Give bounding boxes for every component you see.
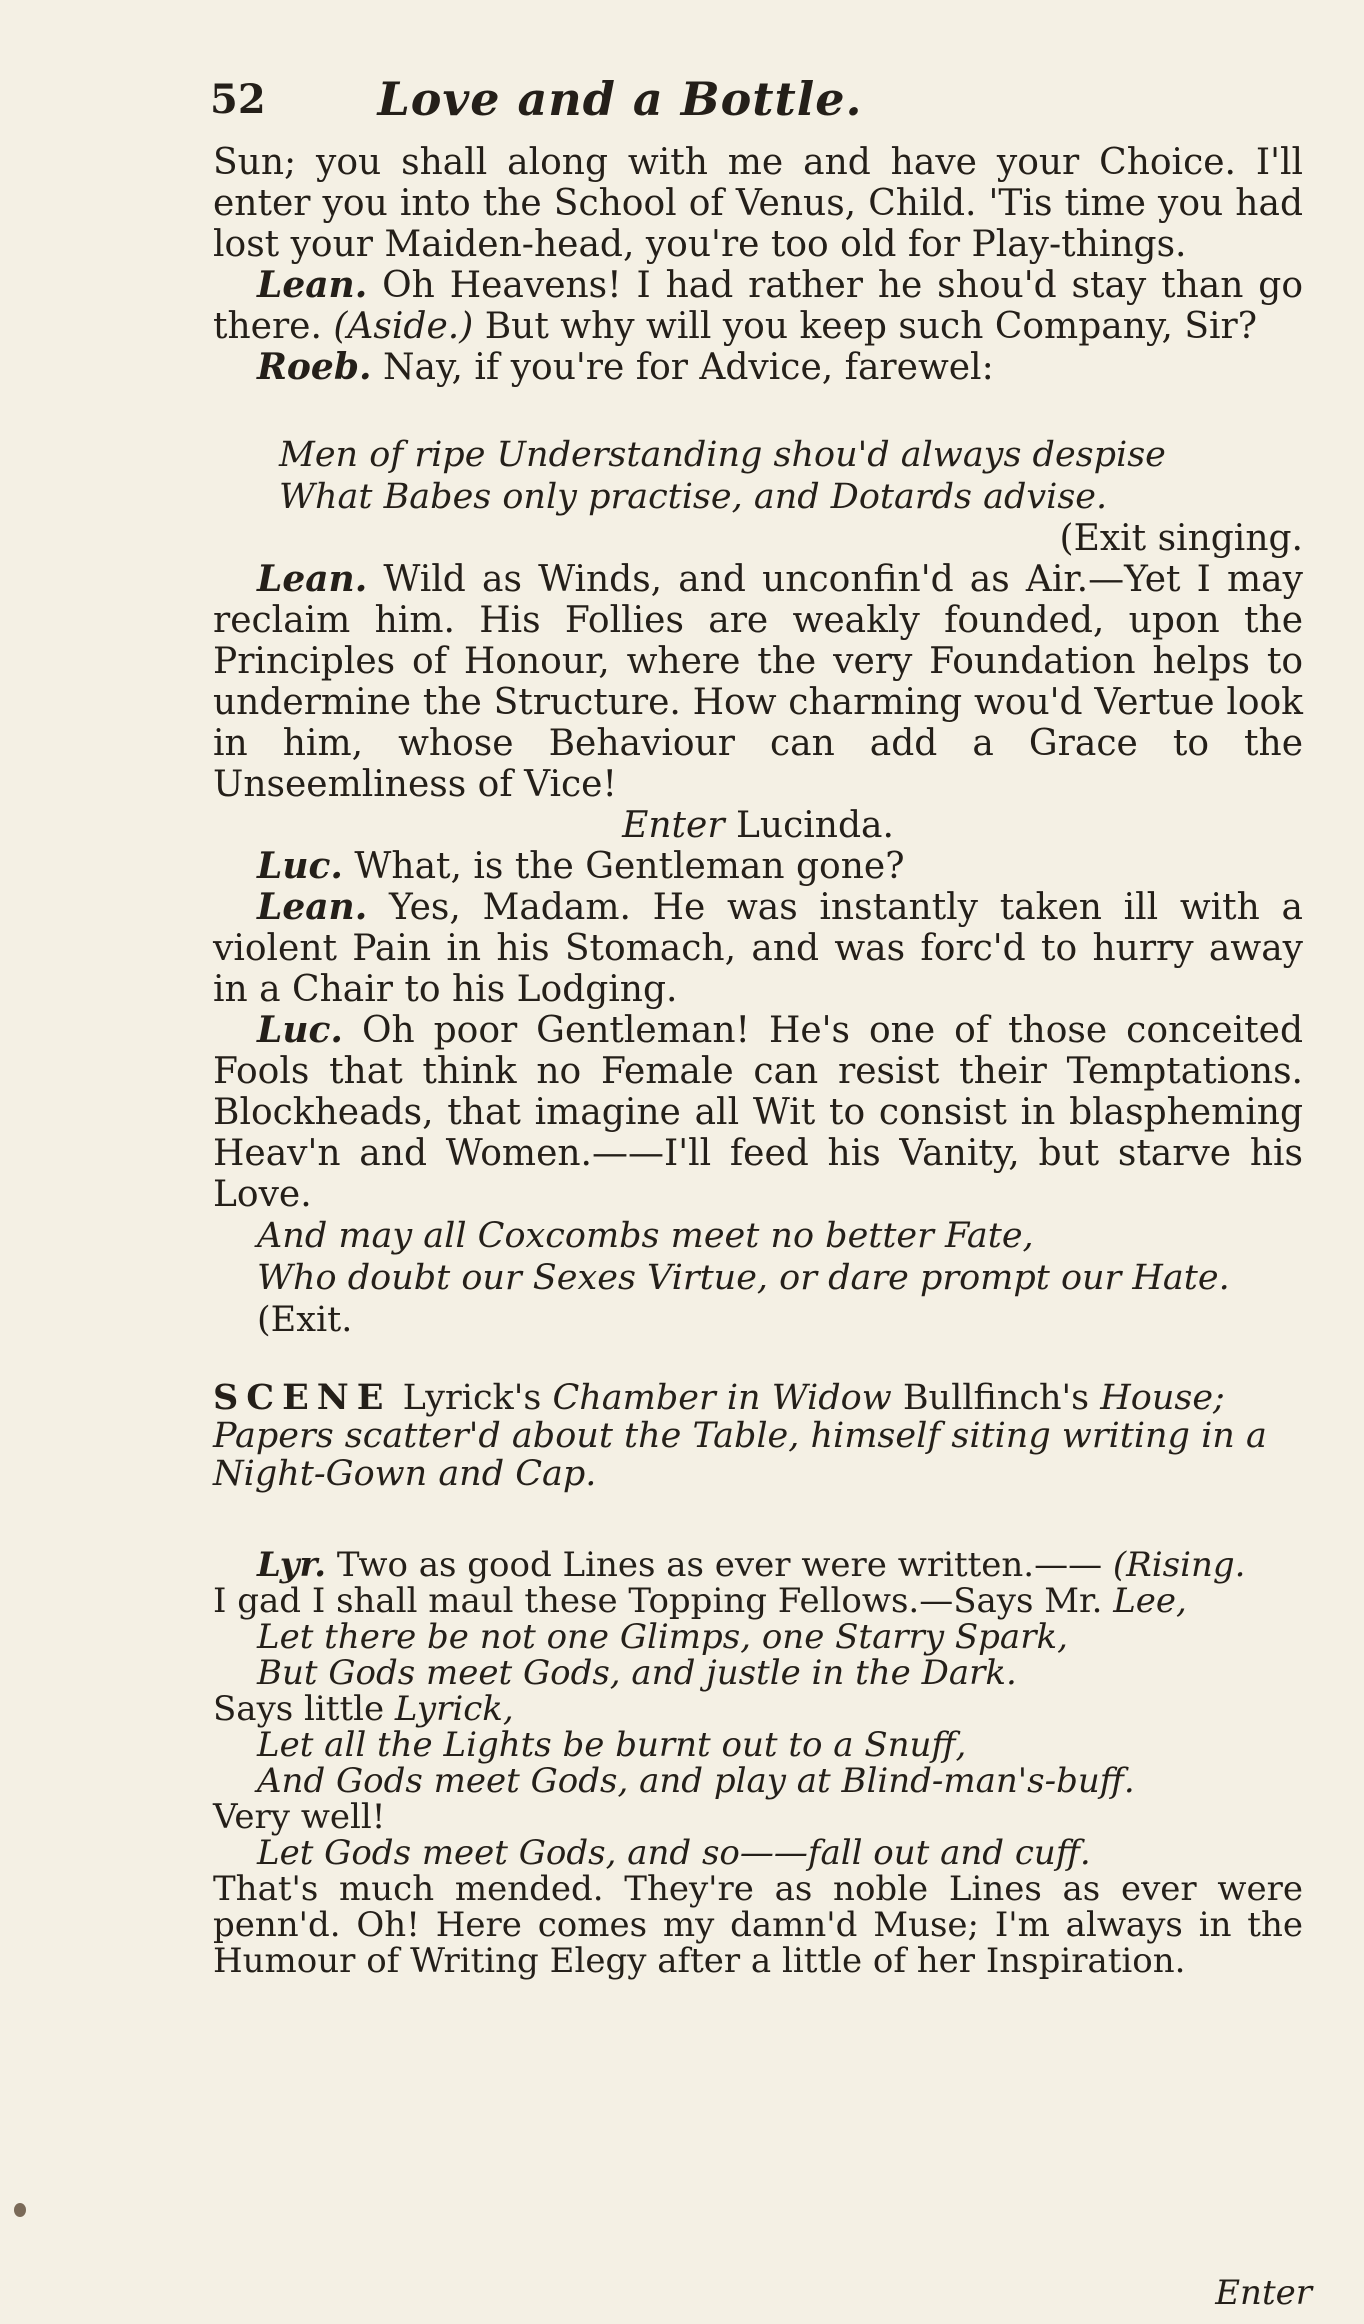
verse-line: What Babes only practise, and Dotards advise. <box>279 477 1108 517</box>
speech-text: I gad I shall maul these Topping Fellows.—Says Mr. <box>213 1581 1103 1621</box>
character-name: Lucinda. <box>736 805 894 846</box>
speech-text: Says little <box>213 1689 385 1729</box>
speech-text: Nay, if you're for Advice, farewel: <box>383 347 994 388</box>
verse-line: Let Gods meet Gods, and so——fall out and cuff. <box>257 1833 1091 1873</box>
speech-text: Two as good Lines as ever were written.—— <box>336 1545 1103 1585</box>
speaker-name: Luc. <box>257 845 343 887</box>
catchword: Enter <box>1215 2273 1312 2313</box>
scene-heading <box>213 1379 1303 1493</box>
speaker-name: Lean. <box>257 264 368 306</box>
speech <box>213 347 1303 388</box>
scene-name: Lyrick's <box>402 1378 542 1418</box>
stage-direction <box>213 805 1303 846</box>
speech-text: What, is the Gentleman gone? <box>354 846 905 887</box>
speech-text: Yes, Madam. He was instantly taken ill with a violent Pain in his Stomach, and was forc'd to hurry away in a Chair to his Lodging. <box>213 887 1303 1010</box>
verse-line: Let all the Lights be burnt out to a Snuff, <box>257 1725 967 1765</box>
scene-name: Bullfinch's <box>902 1378 1090 1418</box>
speech <box>213 1547 1303 1583</box>
verse-line: But Gods meet Gods, and justle in the Dark. <box>257 1653 1017 1693</box>
character-name: Lyrick, <box>394 1689 514 1729</box>
verse-text: Who doubt our Sexes Virtue, or dare prompt our Hate. <box>257 1258 1230 1298</box>
speech <box>213 1691 1303 1727</box>
text-column <box>213 142 1303 1979</box>
stage-direction: (Exit singing. <box>1059 518 1303 559</box>
speech-text: But why will you keep such Company, Sir? <box>484 306 1258 347</box>
verse-line: Let there be not one Glimps, one Starry Spark, <box>257 1617 1068 1657</box>
speech-text: Sun; you shall along with me and have your Choice. I'll enter you into the School of Venus, Child. 'Tis time you had lost your Maiden-head, you're too old for Play-things. <box>213 142 1303 265</box>
author-name: Lee, <box>1113 1581 1187 1621</box>
speech-text: Wild as Winds, and unconfin'd as Air.—Yet I may reclaim him. His Follies are weakly founded, upon the Principles of Honour, where the very Foundation helps to undermine the Structure. How charming wou'd Vertue look in him, whose Behaviour can add a Grace to the Unseemliness of Vice! <box>213 559 1303 805</box>
speech <box>213 142 1303 265</box>
verse-line: And Gods meet Gods, and play at Blind-man's-buff. <box>257 1761 1135 1801</box>
speech <box>213 265 1303 347</box>
speech <box>213 887 1303 1010</box>
ink-blot <box>14 2203 26 2217</box>
speaker-name: Lean. <box>257 558 368 600</box>
speech-text: Very well! <box>213 1797 386 1837</box>
page-number: 52 <box>210 76 266 123</box>
stage-direction: (Aside.) <box>333 306 474 347</box>
speech <box>213 846 1303 887</box>
speaker-name: Roeb. <box>257 346 372 388</box>
running-title: Love and a Bottle. <box>377 72 863 126</box>
speaker-name: Lean. <box>257 886 368 928</box>
speech <box>213 1010 1303 1215</box>
scene-text: House; Papers scatter'd about the Table, himself siting writing in a Night-Gown and Cap. <box>213 1378 1267 1494</box>
stage-direction: (Rising. <box>1112 1545 1246 1585</box>
page-header <box>210 62 1030 142</box>
stage-direction: (Exit. <box>257 1300 353 1340</box>
speaker-name: Lyr. <box>257 1545 327 1585</box>
speech-text: Oh Heavens! I had rather he shou'd stay than go there. <box>213 265 1303 347</box>
verse-line <box>213 1257 1303 1341</box>
verse-line: Men of ripe Understanding shou'd always despise <box>279 435 1166 475</box>
speech-text: Oh poor Gentleman! He's one of those conceited Fools that think no Female can resist their Temptations. Blockheads, that imagine all Wit to consist in blaspheming Heav'n and Women.——I'll feed his Vanity, but starve his Love. <box>213 1010 1303 1215</box>
enter-word: Enter <box>622 805 725 846</box>
verse-line: And may all Coxcombs meet no better Fate, <box>257 1216 1034 1256</box>
scene-label: SCENE <box>213 1377 392 1418</box>
speaker-name: Luc. <box>257 1009 343 1051</box>
speech-text: That's much mended. They're as noble Lines as ever were penn'd. Oh! Here comes my damn'd Muse; I'm always in the Humour of Writing Elegy after a little of her Inspiration. <box>213 1869 1303 1981</box>
scene-text: Chamber in Widow <box>552 1378 892 1418</box>
speech <box>213 1583 1303 1619</box>
speech <box>213 559 1303 805</box>
